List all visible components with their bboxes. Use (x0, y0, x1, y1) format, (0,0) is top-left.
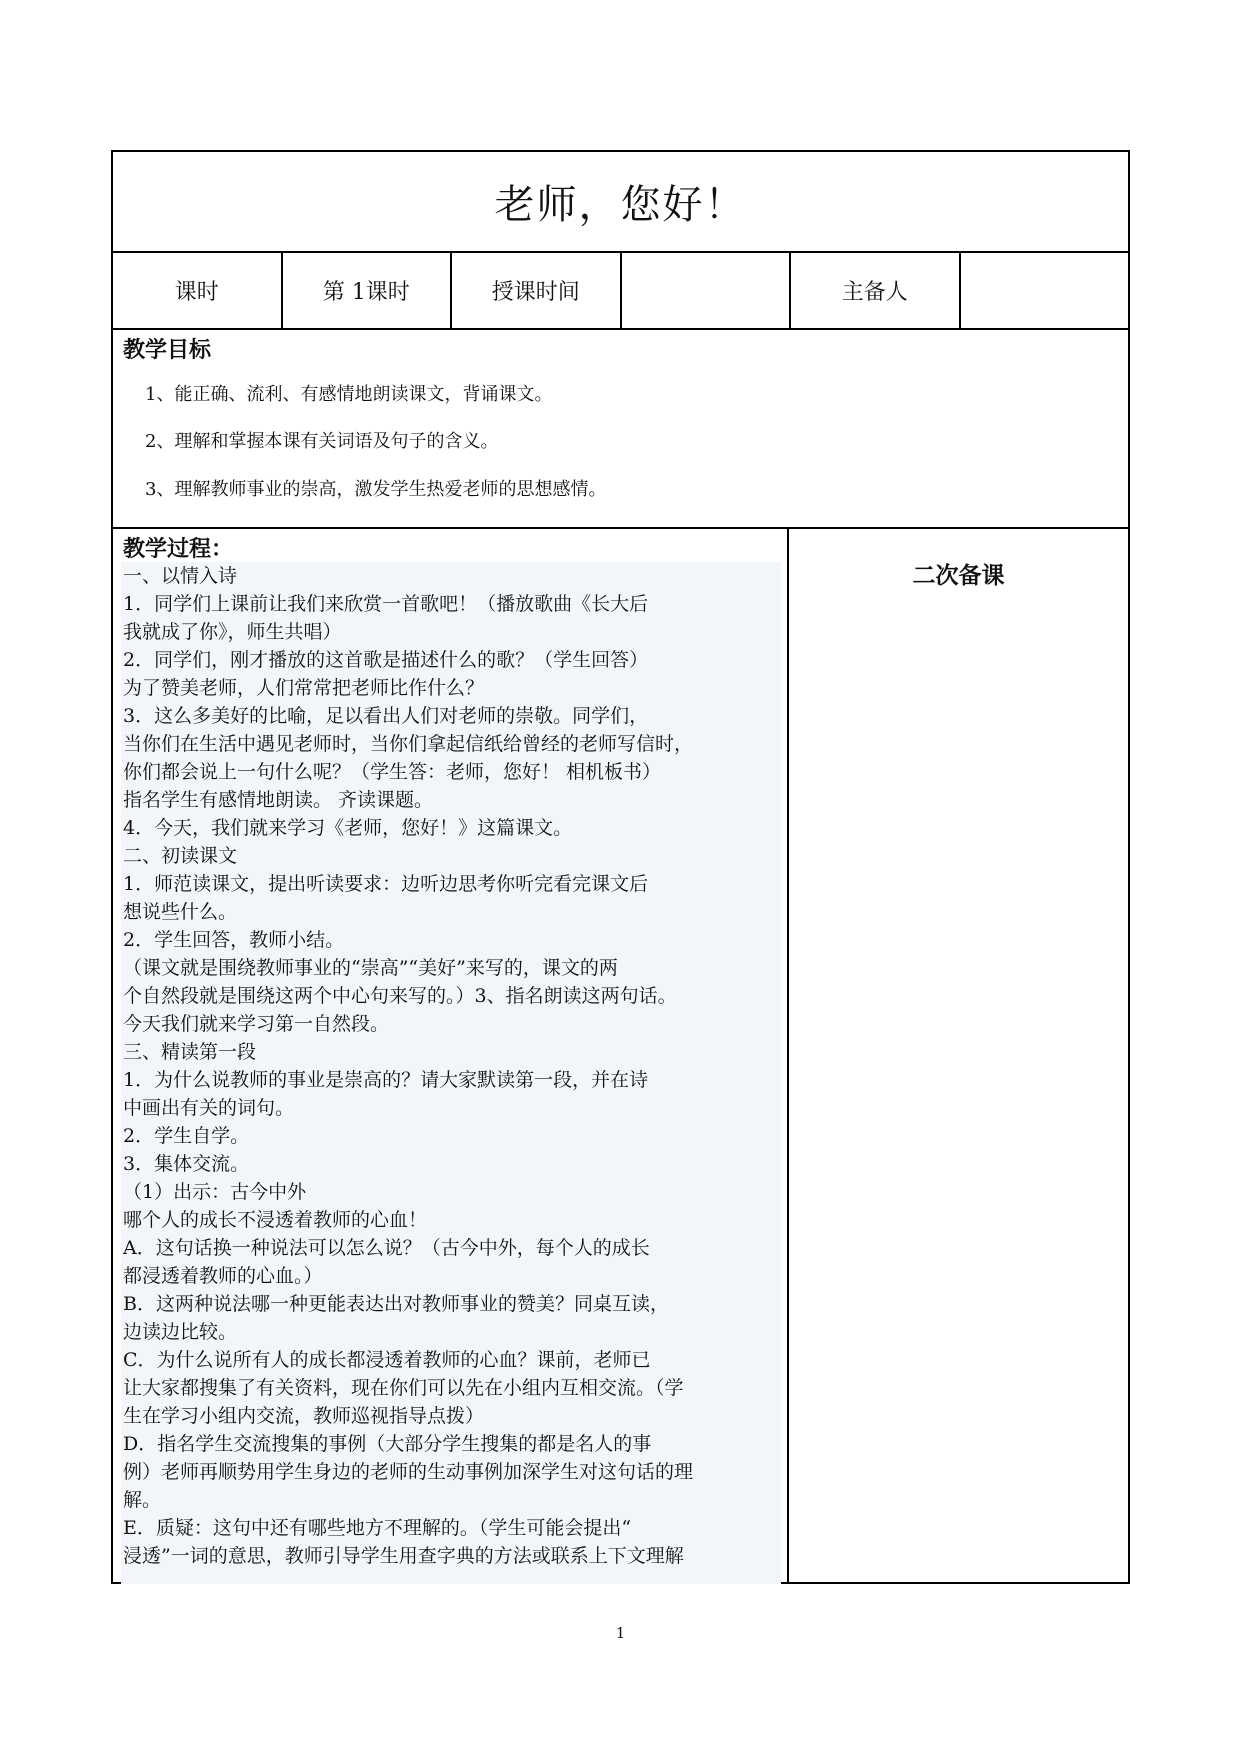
process-line: 2．学生回答，教师小结。 (123, 929, 345, 951)
process-line: 4．今天，我们就来学习《老师，您好！》这篇课文。 (123, 817, 573, 839)
process-line: 哪个人的成长不浸透着教师的心血！ (123, 1209, 428, 1231)
time-value-cell (622, 253, 792, 328)
goals-heading: 教学目标 (123, 338, 212, 363)
process-line: 都浸透着教师的心血。） (123, 1265, 323, 1287)
second-prep-heading: 二次备课 (912, 563, 1005, 589)
process-line: 边读边比较。 (123, 1321, 238, 1343)
process-line: 指名学生有感情地朗读。 齐读课题。 (123, 789, 434, 811)
goal-item: 3、理解教师事业的崇高，激发学生热爱老师的思想感情。 (145, 479, 607, 500)
info-row (113, 253, 1128, 330)
process-line: 当你们在生活中遇见老师时，当你们拿起信纸给曾经的老师写信时， (123, 733, 694, 755)
process-line: 浸透”一词的意思，教师引导学生用查字典的方法或联系上下文理解 (123, 1545, 684, 1567)
process-line: 今天我们就来学习第一自然段。 (123, 1013, 390, 1035)
page-number: 1 (615, 1624, 626, 1642)
time-label-cell: 授课时间 (452, 253, 622, 328)
process-line: 想说些什么。 (123, 901, 238, 923)
title-row (113, 152, 1128, 253)
process-line: 3．集体交流。 (123, 1153, 250, 1175)
process-line: 你们都会说上一句什么呢？（学生答：老师，您好！ 相机板书） (123, 761, 662, 783)
process-line: 一、以情入诗 (123, 565, 238, 587)
process-line: 让大家都搜集了有关资料，现在你们可以先在小组内互相交流。（学 (123, 1377, 684, 1399)
process-line: 1．师范读课文，提出听读要求：边听边思考你听完看完课文后 (123, 873, 649, 895)
lesson-value-cell: 第 1课时 (283, 253, 453, 328)
process-line: 生在学习小组内交流，教师巡视指导点拨） (123, 1405, 485, 1427)
process-line: 1．同学们上课前让我们来欣赏一首歌吧！（播放歌曲《长大后 (123, 593, 649, 615)
process-text-block (121, 562, 781, 1584)
process-line: D．指名学生交流搜集的事例（大部分学生搜集的都是名人的事 (123, 1433, 652, 1455)
process-line: 3．这么多美好的比喻，足以看出人们对老师的崇敬。同学们， (123, 705, 649, 727)
teaching-process-section (113, 529, 789, 1584)
process-line: A．这句话换一种说法可以怎么说？（古今中外，每个人的成长 (123, 1237, 650, 1259)
process-line: 二、初读课文 (123, 845, 238, 867)
goal-item: 1、能正确、流利、有感情地朗读课文，背诵课文。 (145, 384, 553, 405)
process-line: 2．学生自学。 (123, 1125, 250, 1147)
process-line: 我就成了你》，师生共唱） (123, 621, 342, 643)
goal-item: 2、理解和掌握本课有关词语及句子的含义。 (145, 431, 499, 452)
process-line: 中画出有关的词句。 (123, 1097, 295, 1119)
lesson-plan-table (111, 150, 1130, 1584)
process-line: 解。 (123, 1489, 162, 1511)
process-line: （课文就是围绕教师事业的“崇高”“美好”来写的，课文的两 (123, 957, 618, 979)
lesson-title: 老师，您好！ (494, 182, 747, 228)
second-prep-column (789, 529, 1128, 1584)
process-line: 1．为什么说教师的事业是崇高的？请大家默读第一段，并在诗 (123, 1069, 649, 1091)
process-line: B．这两种说法哪一种更能表达出对教师事业的赞美？同桌互读， (123, 1293, 669, 1315)
process-line: C．为什么说所有人的成长都浸透着教师的心血？课前，老师已 (123, 1349, 651, 1371)
lesson-label-cell: 课时 (113, 253, 283, 328)
process-line: 为了赞美老师，人们常常把老师比作什么？ (123, 677, 485, 699)
teaching-goals-section (113, 330, 1128, 529)
process-line: 个自然段就是围绕这两个中心句来写的。）3、指名朗读这两句话。 (123, 985, 677, 1007)
preparer-label-cell: 主备人 (791, 253, 961, 328)
process-line: 例）老师再顺势用学生身边的老师的生动事例加深学生对这句话的理 (123, 1461, 694, 1483)
process-line: 三、精读第一段 (123, 1041, 257, 1063)
preparer-value-cell (961, 253, 1129, 328)
process-line: 2．同学们，刚才播放的这首歌是描述什么的歌？（学生回答） (123, 649, 649, 671)
process-line: E．质疑：这句中还有哪些地方不理解的。（学生可能会提出“ (123, 1517, 632, 1539)
process-heading: 教学过程： (123, 537, 234, 562)
process-line: （1）出示：古今中外 (123, 1181, 307, 1203)
teaching-process-row (113, 529, 1128, 1584)
